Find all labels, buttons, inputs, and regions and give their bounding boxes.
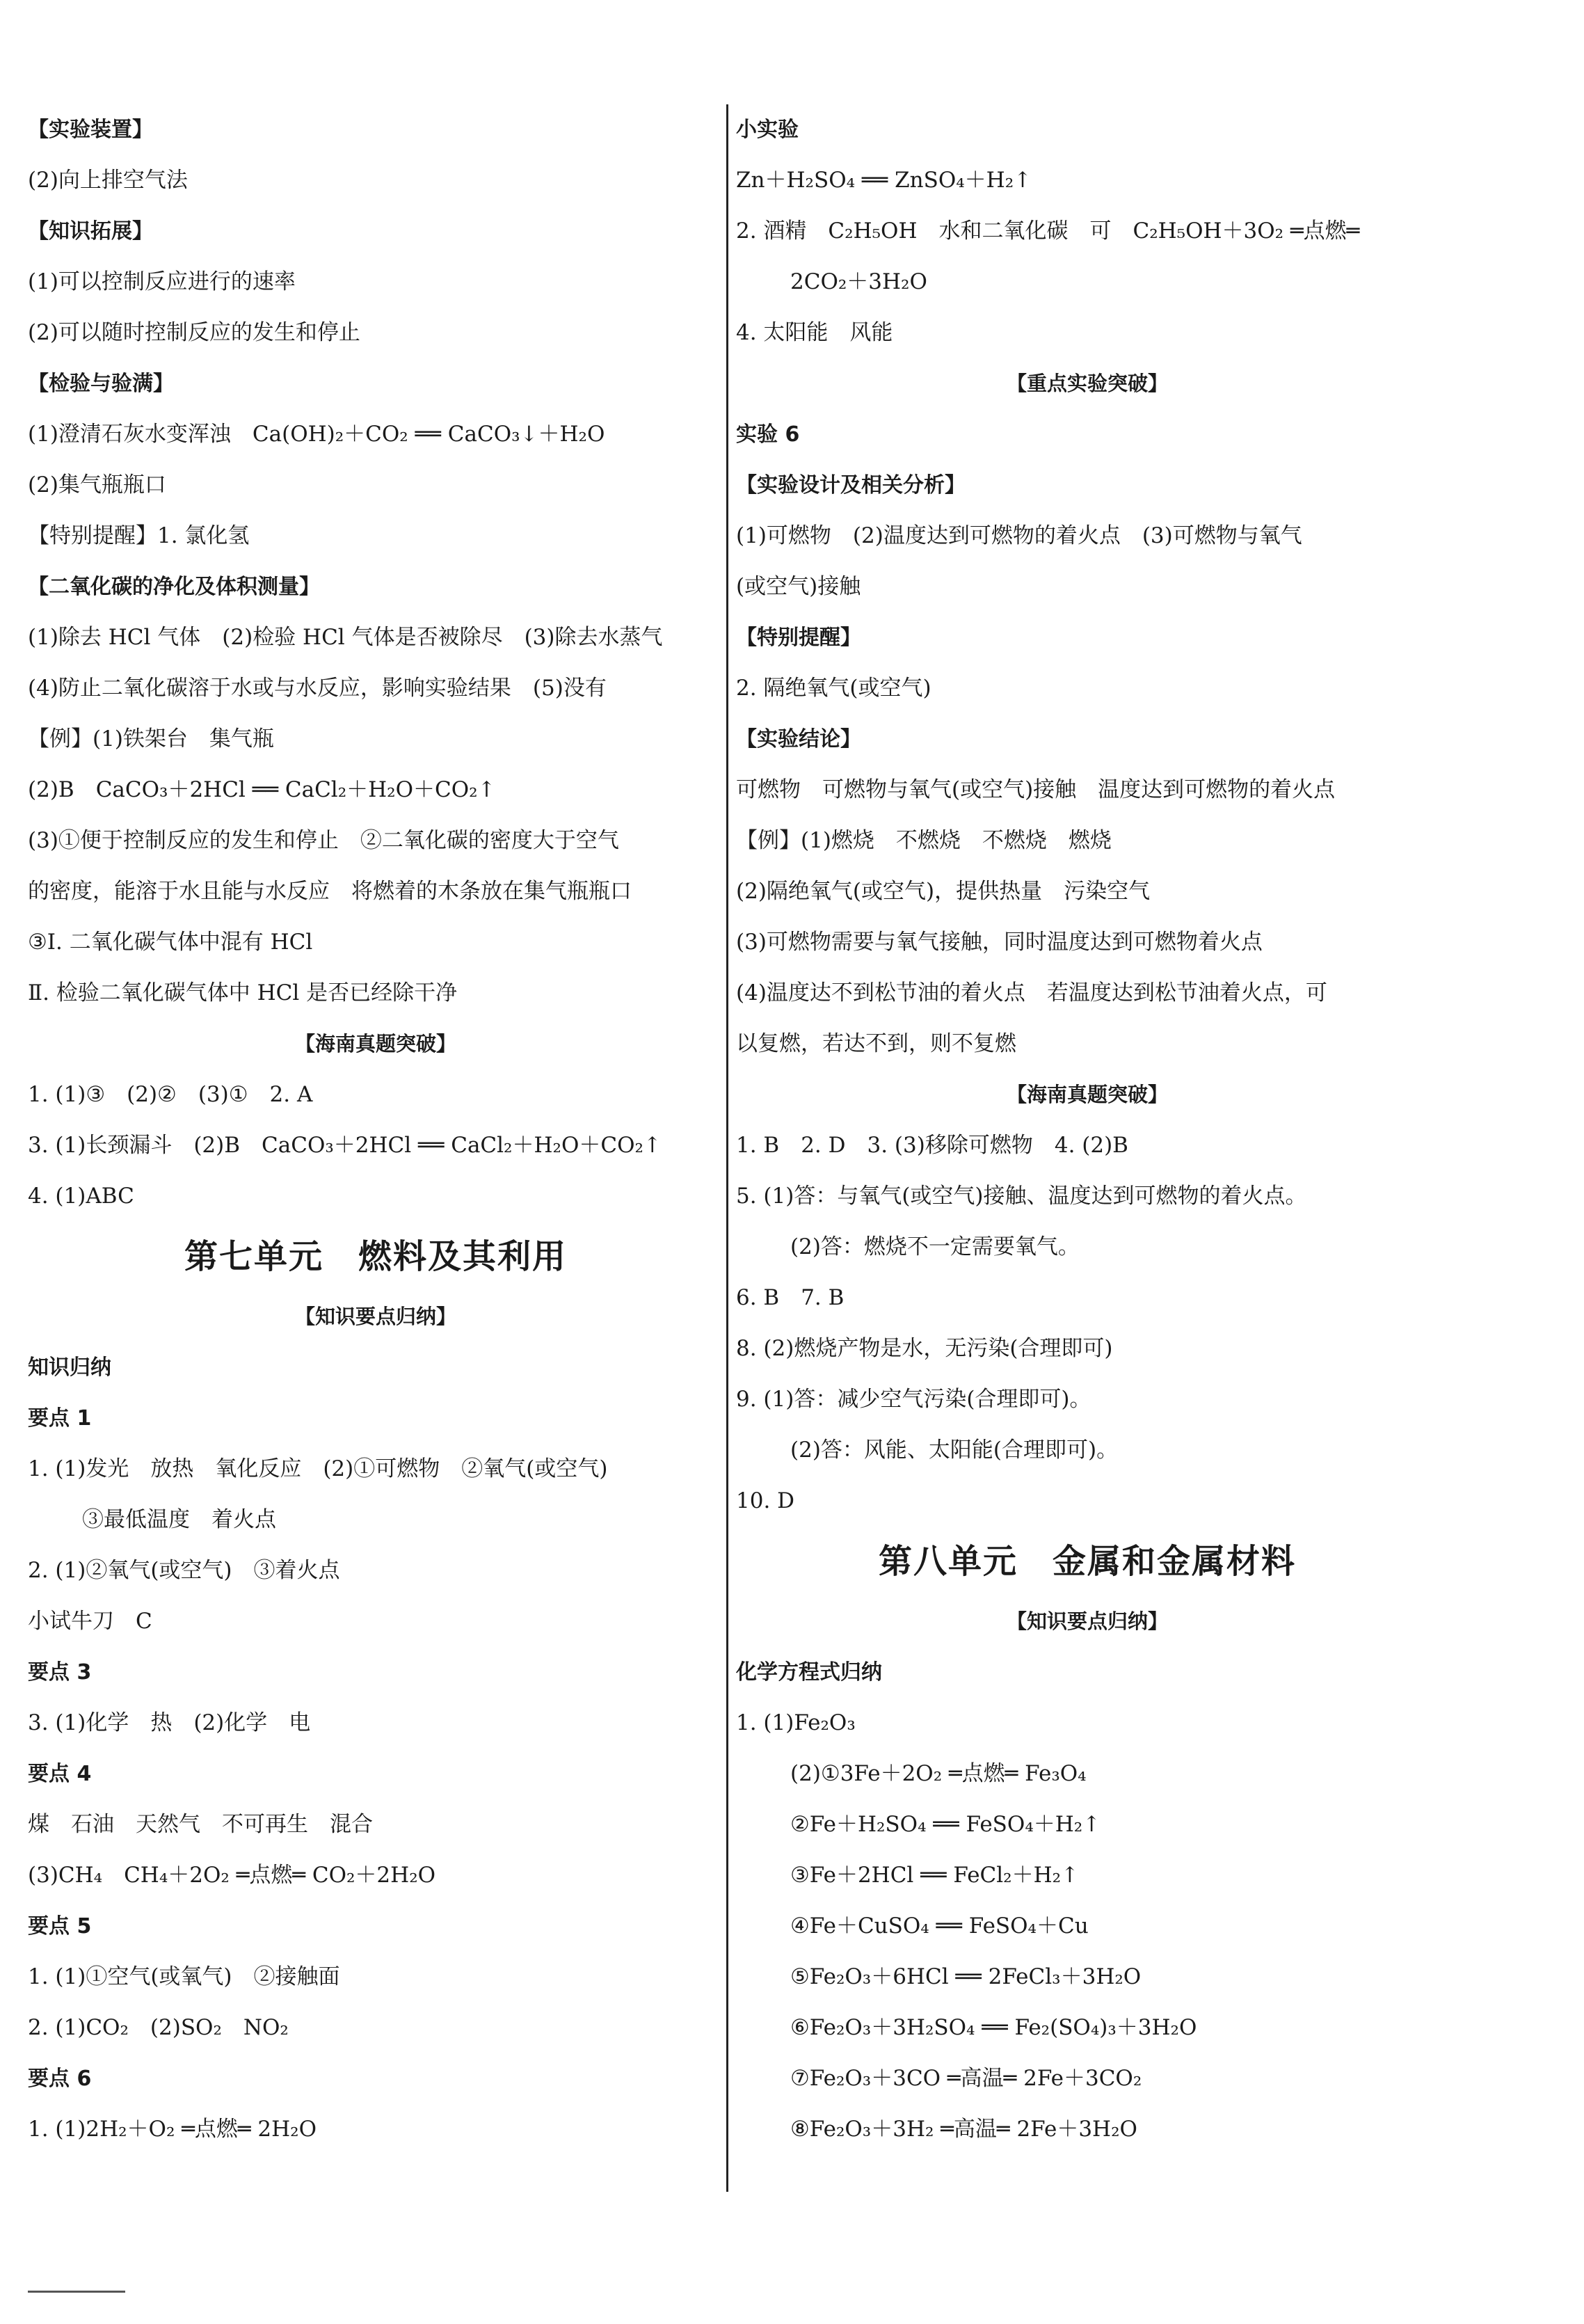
text-line: (或空气)接触 xyxy=(736,574,861,599)
text-line: 10. D xyxy=(736,1488,795,1513)
text-line: (4)温度达不到松节油的着火点 若温度达到松节油着火点，可 xyxy=(736,980,1327,1005)
unit-title: 第八单元 金属和金属材料 xyxy=(878,1542,1296,1581)
text-line: 【例】(1)燃烧 不燃烧 不燃烧 燃烧 xyxy=(736,828,1112,853)
text-line: ⑦Fe₂O₃＋3CO ═高温═ 2Fe＋3CO₂ xyxy=(790,2066,1142,2091)
text-line: (2)隔绝氧气(或空气)，提供热量 污染空气 xyxy=(736,879,1151,904)
section-tag: 【特别提醒】 xyxy=(736,626,861,650)
text-line: (2)B CaCO₃＋2HCl ══ CaCl₂＋H₂O＋CO₂↑ xyxy=(28,777,496,802)
subheading: 小实验 xyxy=(736,118,799,142)
section-tag: 【二氧化碳的净化及体积测量】 xyxy=(28,575,320,599)
subheading: 要点 1 xyxy=(28,1406,92,1431)
section-heading: 【重点实验突破】 xyxy=(1006,372,1168,395)
text-line: Zn＋H₂SO₄ ══ ZnSO₄＋H₂↑ xyxy=(736,168,1032,193)
text-line: 的密度，能溶于水且能与水反应 将燃着的木条放在集气瓶瓶口 xyxy=(28,879,632,904)
text-line: (2)向上排空气法 xyxy=(28,168,188,193)
text-line: (2)①3Fe＋2O₂ ═点燃═ Fe₃O₄ xyxy=(790,1761,1087,1786)
text-line: 【特别提醒】1. 氯化氢 xyxy=(28,523,250,548)
text-line: ⑤Fe₂O₃＋6HCl ══ 2FeCl₃＋3H₂O xyxy=(790,1964,1142,1989)
text-line: 5. (1)答：与氧气(或空气)接触、温度达到可燃物的着火点。 xyxy=(736,1184,1307,1209)
section-tag: 【实验结论】 xyxy=(736,727,861,751)
bottom-rule xyxy=(28,2291,125,2293)
subheading: 要点 5 xyxy=(28,1914,92,1939)
section-heading: 【海南真题突破】 xyxy=(1006,1083,1168,1106)
text-line: 2. (1)CO₂ (2)SO₂ NO₂ xyxy=(28,2015,289,2040)
text-line: 9. (1)答：减少空气污染(合理即可)。 xyxy=(736,1387,1091,1412)
section-heading: 【海南真题突破】 xyxy=(294,1032,456,1056)
text-line: 3. (1)长颈漏斗 (2)B CaCO₃＋2HCl ══ CaCl₂＋H₂O＋CO₂↑ xyxy=(28,1133,662,1158)
section-tag: 【实验装置】 xyxy=(28,118,153,142)
section-tag: 【检验与验满】 xyxy=(28,372,174,396)
section-heading: 【知识要点归纳】 xyxy=(1006,1609,1168,1633)
text-line: 2. 隔绝氧气(或空气) xyxy=(736,676,931,701)
text-line: (3)①便于控制反应的发生和停止 ②二氧化碳的密度大于空气 xyxy=(28,828,619,853)
text-line: 煤 石油 天然气 不可再生 混合 xyxy=(28,1812,373,1837)
text-line: 1. (1)2H₂＋O₂ ═点燃═ 2H₂O xyxy=(28,2117,317,2142)
text-line: (2)集气瓶瓶口 xyxy=(28,472,166,498)
subheading: 实验 6 xyxy=(736,422,800,447)
text-line: (2)答：风能、太阳能(合理即可)。 xyxy=(790,1438,1119,1463)
section-heading: 【知识要点归纳】 xyxy=(294,1305,456,1328)
text-line: 1. (1)①空气(或氧气) ②接触面 xyxy=(28,1964,340,1989)
text-line: ⑧Fe₂O₃＋3H₂ ═高温═ 2Fe＋3H₂O xyxy=(790,2117,1137,2142)
text-line: (1)澄清石灰水变浑浊 Ca(OH)₂＋CO₂ ══ CaCO₃↓＋H₂O xyxy=(28,422,605,447)
text-line: 【例】(1)铁架台 集气瓶 xyxy=(28,726,274,751)
section-tag: 【知识拓展】 xyxy=(28,219,153,244)
subheading: 化学方程式归纳 xyxy=(736,1660,882,1685)
subheading: 要点 4 xyxy=(28,1762,92,1786)
text-line: ③Fe＋2HCl ══ FeCl₂＋H₂↑ xyxy=(790,1863,1080,1888)
text-line: 1. (1)Fe₂O₃ xyxy=(736,1710,856,1735)
text-line: (1)可燃物 (2)温度达到可燃物的着火点 (3)可燃物与氧气 xyxy=(736,523,1302,548)
subheading: 要点 6 xyxy=(28,2067,92,2091)
text-line: ③最低温度 着火点 xyxy=(82,1507,276,1532)
text-line: (3)可燃物需要与氧气接触，同时温度达到可燃物着火点 xyxy=(736,930,1263,955)
text-line: (1)除去 HCl 气体 (2)检验 HCl 气体是否被除尽 (3)除去水蒸气 xyxy=(28,625,663,650)
text-line: 2. 酒精 C₂H₅OH 水和二氧化碳 可 C₂H₅OH＋3O₂ ═点燃═ xyxy=(736,218,1360,244)
unit-title: 第七单元 燃料及其利用 xyxy=(184,1237,567,1276)
column-divider xyxy=(726,104,728,2192)
text-line: 4. (1)ABC xyxy=(28,1184,134,1209)
text-line: (3)CH₄ CH₄＋2O₂ ═点燃═ CO₂＋2H₂O xyxy=(28,1863,436,1888)
text-line: (4)防止二氧化碳溶于水或与水反应，影响实验结果 (5)没有 xyxy=(28,676,607,701)
text-line: (2)可以随时控制反应的发生和停止 xyxy=(28,320,360,345)
text-line: 3. (1)化学 热 (2)化学 电 xyxy=(28,1710,311,1735)
text-line: ③Ⅰ. 二氧化碳气体中混有 HCl xyxy=(28,930,313,955)
text-line: ④Fe＋CuSO₄ ══ FeSO₄＋Cu xyxy=(790,1913,1089,1939)
text-line: (1)可以控制反应进行的速率 xyxy=(28,269,296,294)
text-line: 小试牛刀 C xyxy=(28,1609,152,1634)
text-line: 2CO₂＋3H₂O xyxy=(790,269,927,294)
text-line: 1. (1)③ (2)② (3)① 2. A xyxy=(28,1082,313,1107)
section-tag: 【实验设计及相关分析】 xyxy=(736,473,966,498)
text-line: 8. (2)燃烧产物是水，无污染(合理即可) xyxy=(736,1336,1113,1361)
text-line: 6. B 7. B xyxy=(736,1285,845,1310)
text-line: ⑥Fe₂O₃＋3H₂SO₄ ══ Fe₂(SO₄)₃＋3H₂O xyxy=(790,2015,1197,2040)
subheading: 要点 3 xyxy=(28,1660,92,1685)
text-line: 1. (1)发光 放热 氧化反应 (2)①可燃物 ②氧气(或空气) xyxy=(28,1456,608,1481)
right-column xyxy=(736,104,1439,2155)
text-line: 以复燃，若达不到，则不复燃 xyxy=(736,1031,1016,1056)
text-line: 4. 太阳能 风能 xyxy=(736,320,893,345)
text-line: ②Fe＋H₂SO₄ ══ FeSO₄＋H₂↑ xyxy=(790,1812,1101,1837)
left-column xyxy=(28,104,723,2155)
text-line: 可燃物 可燃物与氧气(或空气)接触 温度达到可燃物的着火点 xyxy=(736,777,1336,802)
text-line: 1. B 2. D 3. (3)移除可燃物 4. (2)B xyxy=(736,1133,1128,1158)
text-line: Ⅱ. 检验二氧化碳气体中 HCl 是否已经除干净 xyxy=(28,980,458,1005)
subheading: 知识归纳 xyxy=(28,1355,111,1380)
text-line: 2. (1)②氧气(或空气) ③着火点 xyxy=(28,1558,340,1583)
text-line: (2)答：燃烧不一定需要氧气。 xyxy=(790,1234,1080,1259)
